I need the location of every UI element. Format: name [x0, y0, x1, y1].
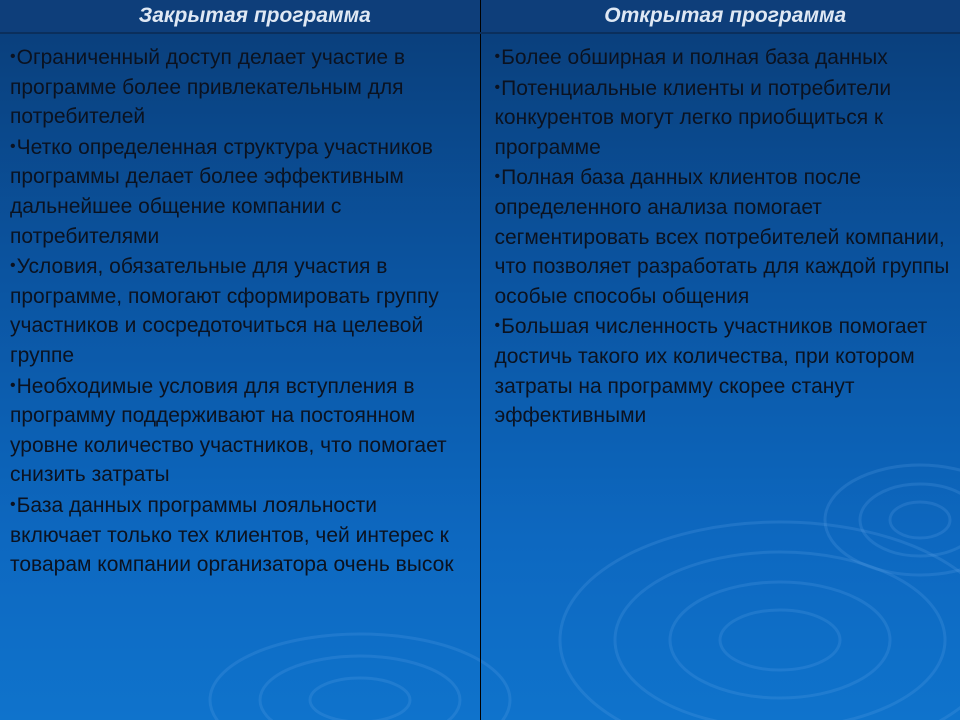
- bullet-icon: •: [10, 48, 16, 65]
- open-program-cell: [480, 33, 960, 720]
- bullet-icon: •: [10, 137, 16, 155]
- list-item-text: Необходимые условия для вступления в программу поддерживают на постоянном уровне количество участников, что помогает снизить затраты: [10, 374, 447, 487]
- bullet-icon: •: [10, 376, 16, 394]
- closed-program-cell: [0, 33, 480, 720]
- list-item: [495, 162, 953, 311]
- bullet-icon: •: [494, 78, 501, 96]
- list-item-text: Четко определенная структура участников программы делает более эффективным дальнейшее общение компании с потребителями: [10, 135, 433, 248]
- list-item: [10, 251, 472, 370]
- open-program-header: Открытая программа: [480, 0, 960, 33]
- list-item: [10, 42, 472, 132]
- closed-program-header: Закрытая программа: [0, 0, 480, 33]
- list-item-text: Большая численность участников помогает достичь такого их количества, при котором затраты на программу скорее станут эффективными: [494, 315, 928, 428]
- list-item-text: Условия, обязательные для участия в программе, помогают сформировать группу участников и сосредоточиться на целевой группе: [10, 255, 439, 367]
- bullet-icon: •: [10, 495, 16, 513]
- list-item-text: Полная база данных клиентов после определенного анализа помогает сегментировать всех потребителей компании, что позволяет разработать для каждой группы особые способы общения: [494, 166, 950, 308]
- list-item: [495, 311, 953, 430]
- bullet-icon: •: [494, 317, 501, 335]
- list-item: [10, 132, 472, 251]
- list-item: [10, 371, 472, 490]
- list-item-text: Более обширная и полная база данных: [501, 46, 888, 69]
- list-item-text: База данных программы лояльности включает только тех клиентов, чей интерес к товарам компании организатора очень высок: [10, 493, 454, 577]
- list-item: [495, 42, 953, 73]
- bullet-icon: •: [10, 257, 16, 275]
- content-row: [0, 33, 960, 720]
- closed-program-list: [10, 42, 472, 580]
- list-item: [10, 490, 472, 580]
- header-row: [0, 0, 960, 33]
- list-item-text: Ограниченный доступ делает участие в программе более привлекательным для потребителей: [10, 46, 405, 129]
- list-item: [495, 73, 953, 163]
- open-program-list: [495, 42, 953, 431]
- list-item-text: Потенциальные клиенты и потребители конкурентов могут легко приобщиться к программе: [494, 76, 892, 159]
- bullet-icon: •: [494, 168, 501, 186]
- bullet-icon: •: [494, 48, 501, 65]
